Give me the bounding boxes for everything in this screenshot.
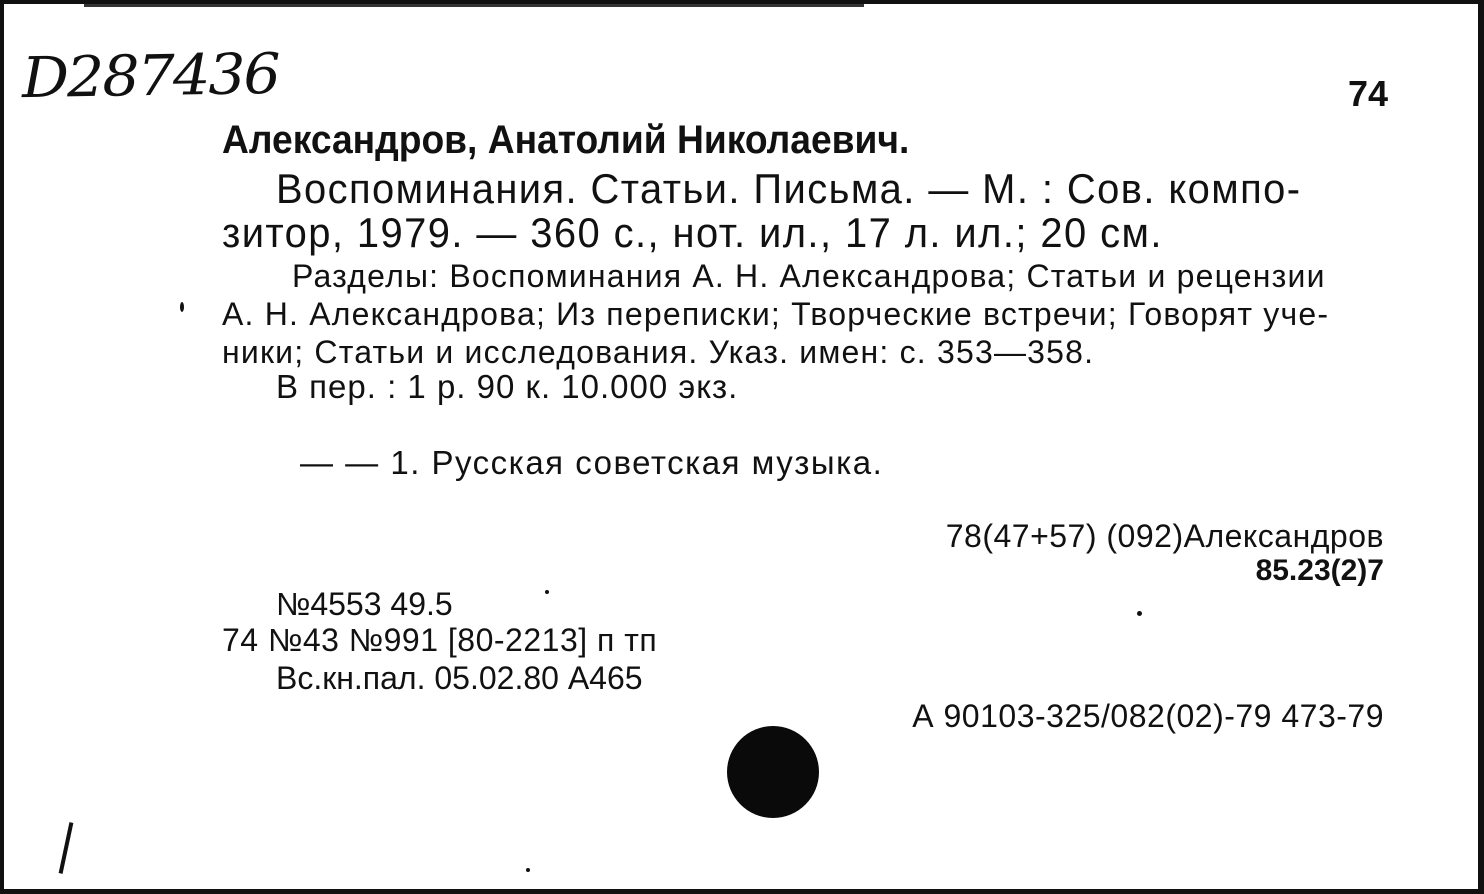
handwritten-code: D287436 — [21, 41, 280, 112]
shipment-line-2: 74 №43 №991 [80-2213] п тп — [222, 622, 658, 658]
subject-heading: — — 1. Русская советская музыка. — [300, 444, 884, 481]
author-heading: Александров, Анатолий Николаевич. — [222, 118, 910, 162]
publisher-code: А 90103-325/082(02)-79 473-79 — [912, 698, 1384, 734]
punch-hole — [727, 726, 819, 818]
ink-speck — [180, 302, 184, 312]
contents-note-line-2: А. Н. Александрова; Из переписки; Творческие встречи; Говорят уче- — [222, 296, 1330, 332]
shipment-line-3: Вс.кн.пал. 05.02.80 А465 — [276, 660, 643, 696]
card-number: 74 — [1348, 73, 1389, 114]
title-line-2: зитор, 1979. — 360 с., нот. ил., 17 л. ил.; 20 см. — [222, 209, 1163, 256]
top-edge-mark — [84, 4, 864, 7]
contents-note-line-1: Разделы: Воспоминания А. Н. Александрова; Статьи и рецензии — [292, 258, 1326, 294]
ink-speck — [1137, 611, 1142, 616]
classification-code-1: 78(47+57) (092)Александров — [945, 518, 1384, 554]
ink-speck — [545, 590, 549, 594]
contents-note-line-3: ники; Статьи и исследования. Указ. имен: с. 353—358. — [222, 334, 1095, 370]
classification-code-2: 85.23(2)7 — [1255, 554, 1384, 587]
pen-stroke-mark — [59, 822, 74, 874]
shipment-line-1: №4553 49.5 — [276, 586, 453, 622]
price-line: В пер. : 1 р. 90 к. 10.000 экз. — [276, 368, 739, 405]
ink-speck — [526, 868, 530, 872]
title-line-1: Воспоминания. Статьи. Письма. — М. : Сов. компо- — [276, 165, 1302, 212]
